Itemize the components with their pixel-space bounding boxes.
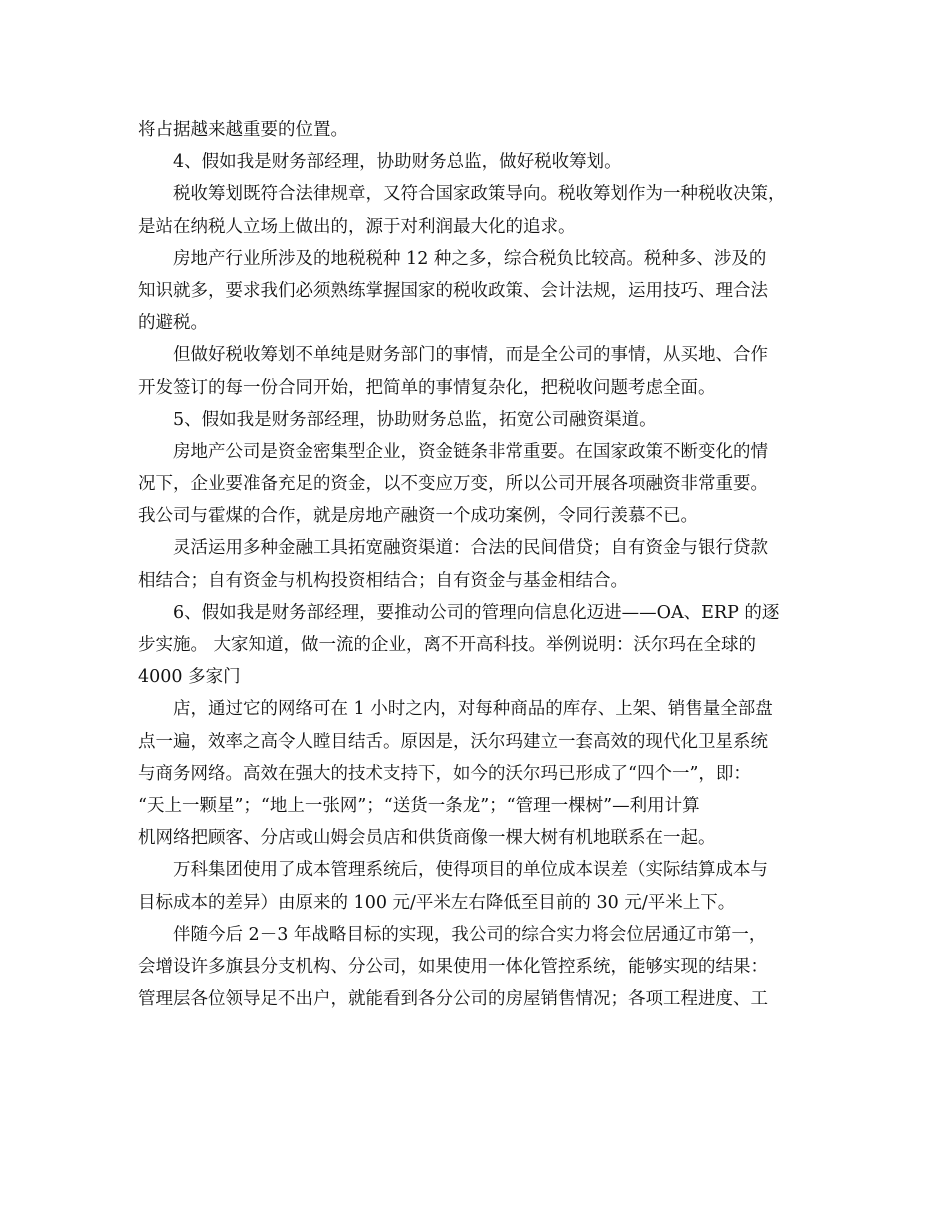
text-line: 开发签订的每一份合同开始，把简单的事情复杂化，把税收问题考虑全面。 [138, 377, 716, 398]
text-line: 是站在纳税人立场上做出的，源于对利润最大化的追求。 [138, 216, 576, 237]
text-line: 况下，企业要准备充足的资金，以不变应万变，所以公司开展各项融资非常重要。 [138, 474, 768, 495]
text-line: 管理层各位领导足不出户，就能看到各分公司的房屋销售情况；各项工程进度、工 [138, 989, 768, 1010]
text-line: 店，通过它的网络可在 1 小时之内，对每种商品的库存、上架、销售量全部盘 [173, 699, 773, 720]
text-line: 房地产公司是资金密集型企业，资金链条非常重要。在国家政策不断变化的情 [173, 441, 768, 462]
text-line: 灵活运用多种金融工具拓宽融资渠道：合法的民间借贷；自有资金与银行贷款 [173, 538, 768, 559]
document-body [138, 114, 828, 1015]
text-line: 税收筹划既符合法律规章，又符合国家政策导向。税收筹划作为一种税收决策， [173, 184, 786, 205]
text-line: 与商务网络。高效在强大的技术支持下，如今的沃尔玛已形成了“四个一”，即： [138, 763, 751, 784]
text-line: 步实施。 大家知道，做一流的企业，离不开高科技。举例说明：沃尔玛在全球的 [138, 635, 757, 655]
text-line: 的避税。 [138, 313, 208, 334]
text-line: 4000 多家门 [138, 667, 241, 688]
text-line: 6、假如我是财务部经理，要推动公司的管理向信息化迈进——OA、ERP 的逐 [173, 602, 780, 623]
text-line: 我公司与霍煤的合作，就是房地产融资一个成功案例，令同行羡慕不已。 [138, 506, 698, 527]
text-line: 将占据越来越重要的位置。 [138, 120, 348, 140]
text-line: 点一遍，效率之高令人瞠目结舌。原因是，沃尔玛建立一套高效的现代化卫星系统 [138, 731, 768, 752]
text-line: 会增设许多旗县分支机构、分公司，如果使用一体化管控系统，能够实现的结果： [138, 956, 768, 977]
text-line: 伴随今后 2－3 年战略目标的实现，我公司的综合实力将会位居通辽市第一， [173, 924, 767, 945]
text-line: 机网络把顾客、分店或山姆会员店和供货商像一棵大树有机地联系在一起。 [138, 828, 716, 849]
text-line: 但做好税收筹划不单纯是财务部门的事情，而是全公司的事情，从买地、合作 [173, 345, 768, 366]
text-line: 房地产行业所涉及的地税税种 12 种之多，综合税负比较高。税种多、涉及的 [173, 248, 767, 269]
text-line: 万科集团使用了成本管理系统后，使得项目的单位成本误差（实际结算成本与 [173, 860, 768, 881]
text-line: “天上一颗星”；“地上一张网”；“送货一条龙”；“管理一棵树”—利用计算 [138, 795, 700, 816]
text-line: 目标成本的差异）由原来的 100 元/平米左右降低至目前的 30 元/平米上下。 [138, 892, 736, 913]
text-line: 4、假如我是财务部经理，协助财务总监，做好税收筹划。 [173, 152, 622, 173]
text-line: 知识就多，要求我们必须熟练掌握国家的税收政策、会计法规，运用技巧、理合法 [138, 280, 768, 301]
text-line: 相结合；自有资金与机构投资相结合；自有资金与基金相结合。 [138, 570, 628, 591]
text-line: 5、假如我是财务部经理，协助财务总监，拓宽公司融资渠道。 [173, 409, 657, 430]
